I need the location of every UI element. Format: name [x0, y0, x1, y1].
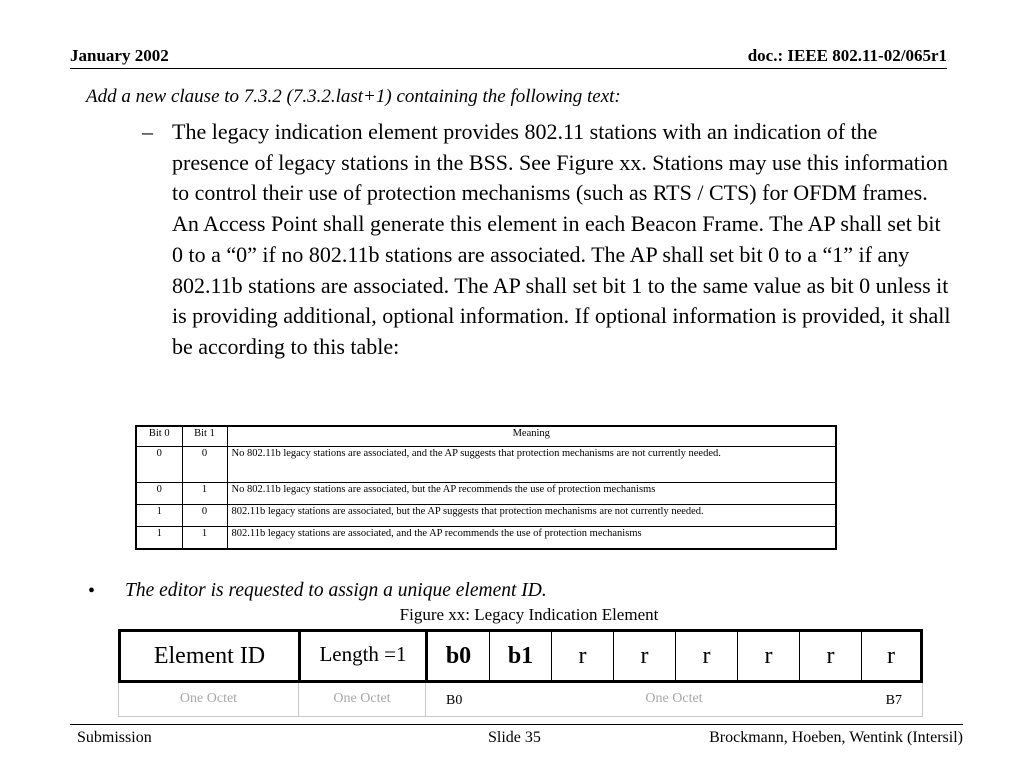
field-bit-reserved: r	[887, 642, 895, 669]
dash-bullet-marker: –	[142, 119, 153, 144]
header-date: January 2002	[70, 46, 169, 65]
field-length: Length =1	[301, 632, 428, 680]
meaning-cell: No 802.11b legacy stations are associated, and the AP suggests that protection mechanisms are not currently needed.	[227, 446, 836, 483]
header-bit1: Bit 1	[182, 426, 227, 446]
table-row	[136, 483, 836, 505]
size-label: One Octet	[645, 691, 703, 706]
field-element-id: Element ID	[121, 632, 301, 680]
table-row	[136, 527, 836, 549]
editor-request-text: The editor is requested to assign a unique element ID.	[125, 580, 547, 601]
header-meaning: Meaning	[227, 426, 836, 446]
field-bit-reserved: r	[676, 632, 738, 680]
meaning-cell: No 802.11b legacy stations are associated, but the AP recommends the use of protection mechanisms	[227, 483, 836, 505]
size-bits	[426, 683, 922, 716]
bit0-cell: 0	[136, 446, 182, 483]
bit1-cell: 1	[182, 527, 227, 549]
bit0-cell: 1	[136, 505, 182, 527]
bit-end-label: B7	[885, 693, 902, 708]
size-label: One Octet	[179, 691, 238, 706]
table-row	[136, 446, 836, 483]
table-row	[136, 505, 836, 527]
bit0-cell: 1	[136, 527, 182, 549]
bit-start-label: B0	[446, 693, 463, 708]
meaning-cell: 802.11b legacy stations are associated, but the AP suggests that protection mechanisms are not currently needed.	[227, 505, 836, 527]
header-bit0: Bit 0	[136, 426, 182, 446]
field-bit-reserved: r	[800, 632, 862, 680]
footer-slide-number: Slide 35	[488, 729, 541, 746]
bit1-cell: 1	[182, 483, 227, 505]
meaning-table-header-row	[136, 426, 836, 446]
field-bit-reserved: r	[552, 632, 614, 680]
meaning-table	[135, 425, 837, 550]
bit0-cell: 0	[136, 483, 182, 505]
field-bit-reserved: r	[738, 632, 800, 680]
field-bit-b1: b1	[490, 632, 552, 680]
size-label: One Octet	[333, 691, 391, 706]
intro-instruction: Add a new clause to 7.3.2 (7.3.2.last+1) containing the following text:	[86, 86, 621, 107]
bullet-marker: •	[88, 580, 96, 602]
element-format-sizes	[118, 683, 923, 717]
footer-submission: Submission	[77, 729, 152, 746]
footer-authors: Brockmann, Hoeben, Wentink (Intersil)	[709, 729, 963, 746]
field-bit-b0: b0	[428, 632, 490, 680]
figure-caption: Figure xx: Legacy Indication Element	[399, 605, 659, 624]
legacy-indication-paragraph: The legacy indication element provides 802.11 stations with an indication of the presence of legacy stations in the BSS. See Figure xx. Stations may use this information to control their use of protection mechanisms (such as RTS / CTS) for OFDM frames. An Access Point shall generate this element in each Beacon Frame. The AP shall set bit 0 to a “0” if no 802.11b stations are associated. The AP shall set bit 0 to a “1” if any 802.11b stations are associated. The AP shall set bit 1 to the same value as bit 0 unless it is providing additional, optional information. If optional information is provided, it shall be according to this table:	[172, 119, 951, 359]
footer-divider	[70, 724, 963, 725]
header-doc-id: doc.: IEEE 802.11-02/065r1	[747, 46, 947, 65]
element-format-diagram	[118, 629, 923, 683]
size-length	[299, 683, 426, 716]
bit1-cell: 0	[182, 505, 227, 527]
bit1-cell: 0	[182, 446, 227, 483]
size-element-id	[119, 683, 299, 716]
header-divider	[70, 68, 947, 69]
field-bit-reserved: r	[614, 632, 676, 680]
meaning-cell: 802.11b legacy stations are associated, and the AP recommends the use of protection mechanisms	[227, 527, 836, 549]
